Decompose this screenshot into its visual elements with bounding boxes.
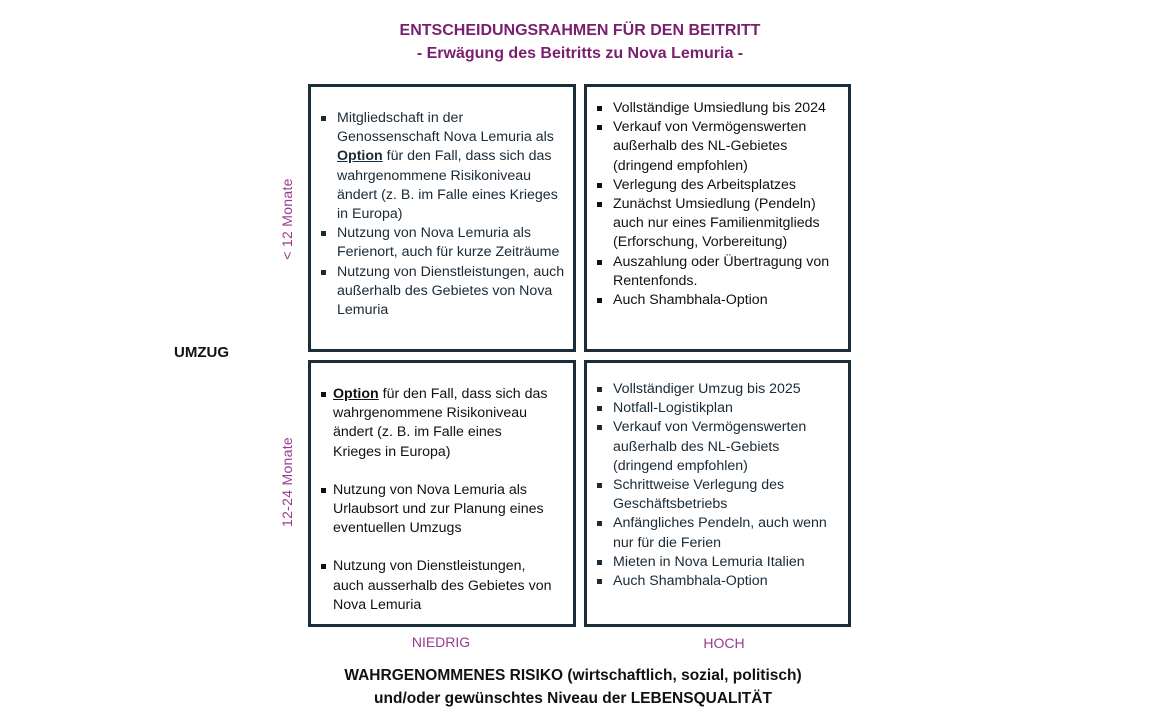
- column-label-hoch: HOCH: [703, 635, 745, 651]
- x-axis-title: WAHRGENOMMENES RISIKO (wirtschaftlich, sozial, politisch) und/oder gewünschtes Niveau der LEBENSQUALITÄT: [344, 667, 802, 707]
- list-item: Nutzung von Nova Lemuria als Ferienort, auch für kurze Zeiträume: [311, 224, 567, 262]
- diagram-title: ENTSCHEIDUNGSRAHMEN FÜR DEN BEITRITT: [399, 22, 761, 39]
- list-item: Auszahlung oder Übertragung von Rentenfonds.: [587, 253, 840, 291]
- quadrant-top-right: [584, 84, 851, 352]
- diagram-subtitle: - Erwägung des Beitritts zu Nova Lemuria -: [416, 45, 744, 62]
- list-item: Verlegung des Arbeitsplatzes: [587, 176, 840, 195]
- list-item: Nutzung von Nova Lemuria als Urlaubsort und zur Planung eines eventuellen Umzugs: [311, 481, 553, 539]
- list-item: Auch Shambhala-Option: [587, 572, 834, 591]
- diagram-title-block: [0, 19, 1160, 65]
- list-item: Vollständiger Umzug bis 2025: [587, 380, 834, 399]
- list-item: Mitgliedschaft in der Genossenschaft Nova Lemuria als Option für den Fall, dass sich das wahrgenommene Risikoniveau ändert (z. B. im Falle eines Krieges in Europa): [311, 109, 567, 224]
- row-label-12-24-months: 12-24 Monate: [279, 437, 295, 527]
- list-item: Mieten in Nova Lemuria Italien: [587, 553, 834, 572]
- list-item: Verkauf von Vermögenswerten außerhalb des NL-Gebiets (dringend empfohlen): [587, 418, 834, 476]
- list-item: Notfall-Logistikplan: [587, 399, 834, 418]
- list-item: Auch Shambhala-Option: [587, 291, 840, 310]
- quadrant-bottom-right: [584, 360, 851, 627]
- list-item: Zunächst Umsiedlung (Pendeln) auch nur eines Familienmitglieds (Erforschung, Vorbereitung): [587, 195, 840, 253]
- list-item: Vollständige Umsiedlung bis 2024: [587, 99, 840, 118]
- quadrant-bottom-left: [308, 360, 576, 627]
- list-item: Verkauf von Vermögenswerten außerhalb des NL-Gebietes (dringend empfohlen): [587, 118, 840, 176]
- row-label-under-12-months: < 12 Monate: [279, 178, 295, 260]
- list-item: Schrittweise Verlegung des Geschäftsbetriebs: [587, 476, 834, 514]
- quadrant-top-left: [308, 84, 576, 352]
- column-label-niedrig: NIEDRIG: [411, 634, 471, 650]
- list-item: Nutzung von Dienstleistungen, auch ausserhalb des Gebietes von Nova Lemuria: [311, 557, 553, 615]
- list-item: Nutzung von Dienstleistungen, auch außerhalb des Gebietes von Nova Lemuria: [311, 263, 567, 321]
- list-item: Anfängliches Pendeln, auch wenn nur für die Ferien: [587, 514, 834, 552]
- y-axis-title: UMZUG: [174, 344, 229, 361]
- list-item: Option für den Fall, dass sich das wahrgenommene Risikoniveau ändert (z. B. im Falle eines Krieges in Europa): [311, 385, 553, 462]
